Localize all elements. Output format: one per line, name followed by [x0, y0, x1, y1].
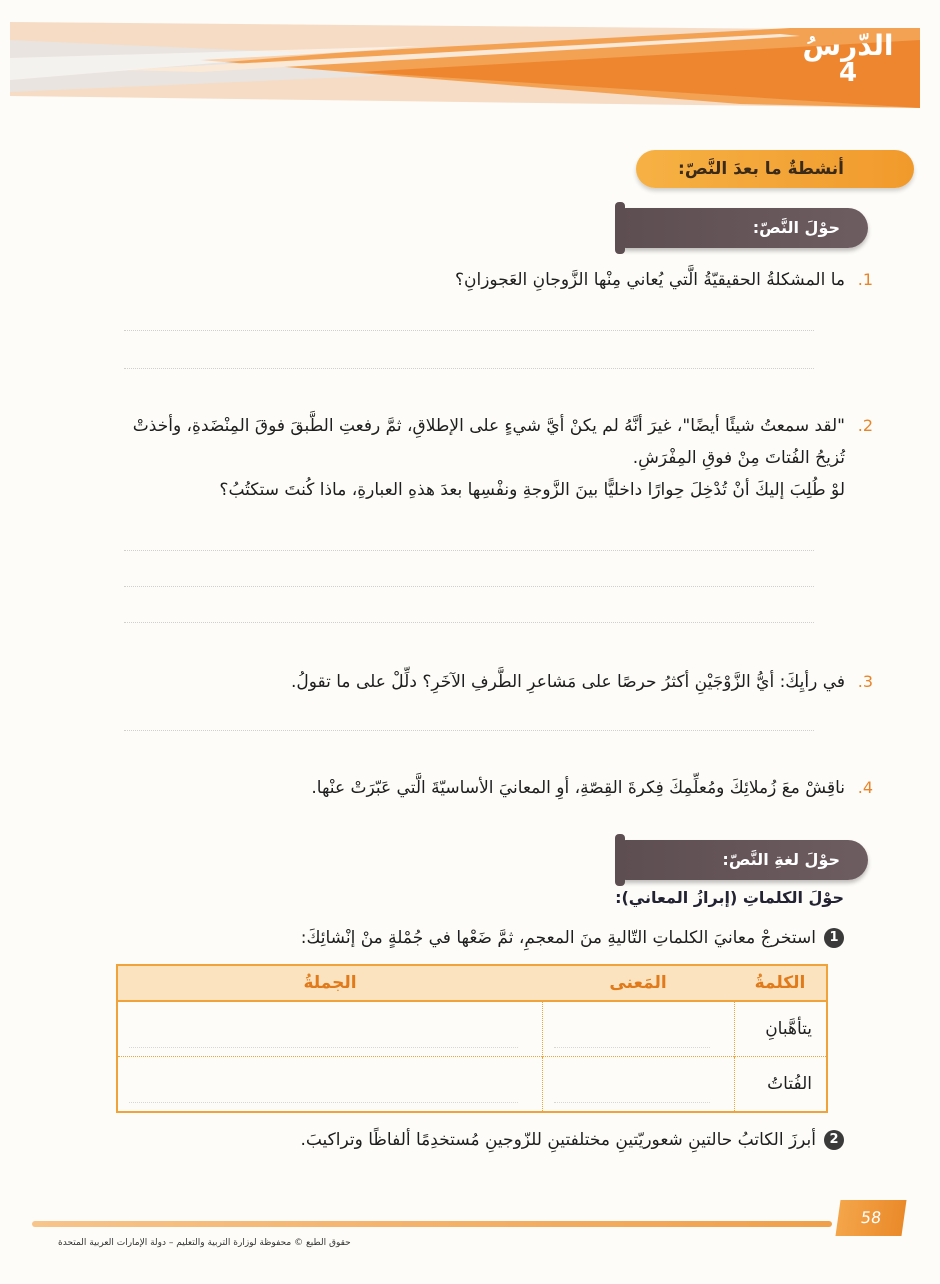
meaning-cell[interactable]: [542, 1001, 734, 1057]
words-subheading: حوْلَ الكلماتِ (إبرازُ المعاني):: [615, 888, 844, 907]
meaning-answer-line[interactable]: [554, 1066, 710, 1103]
header-word: الكلمةُ: [734, 965, 827, 1001]
header-sentence: الجملةُ: [117, 965, 542, 1001]
lesson-heading: [788, 29, 908, 88]
answer-line[interactable]: [124, 550, 814, 551]
question-2: [105, 410, 873, 506]
task-text: أبرزَ الكاتبُ حالتينِ شعوريّتينِ مختلفتينِ للزّوجينِ مُستخدِمًا ألفاظًا وتراكيبَ.: [300, 1130, 816, 1150]
meaning-answer-line[interactable]: [554, 1011, 710, 1048]
table-header-row: [117, 965, 827, 1001]
question-quote: "لقد سمعتُ شيئًا أيضًا"، غيرَ أنَّهُ لم يكنْ أيَّ شيءٍ على الإطلاقِ، ثمَّ رفعتِ الطَّبقَ فوقَ المِنْضَدةِ، وأخذتْ: [132, 416, 845, 436]
question-number: 2.: [857, 416, 873, 435]
sentence-cell[interactable]: [117, 1001, 542, 1057]
task-text: استخرجْ معانيَ الكلماتِ التّاليةِ منَ المعجمِ، ثمَّ ضَعْها في جُمْلةٍ منْ إنْشائِكَ:: [300, 928, 816, 948]
lesson-number: 4: [838, 58, 858, 88]
answer-line[interactable]: [124, 730, 814, 731]
question-text: ناقِشْ معَ زُملائِكَ ومُعلِّمِكَ فِكرةَ القِصّةِ، أوِ المعانيَ الأساسيّةَ الَّتي عَبّرَتْ عنْها.: [311, 778, 845, 798]
meaning-cell[interactable]: [542, 1057, 734, 1113]
question-text: ما المشكلةُ الحقيقيّةُ الَّتي يُعاني مِنْها الزَّوجانِ العَجوزانِ؟: [454, 270, 845, 290]
answer-line[interactable]: [124, 622, 814, 623]
lesson-label: الدّرسُ: [802, 29, 894, 62]
question-number: 1.: [857, 270, 873, 289]
question-text: في رأيِكَ: أيُّ الزَّوْجَيْنِ أكثرُ حرصًا على مَشاعرِ الطَّرفِ الآخَرِ؟ دلِّلْ على ما تقولُ.: [290, 672, 845, 692]
question-quote-cont: تُزيحُ الفُتاتَ مِنْ فوقِ المِفْرَشِ.: [632, 448, 845, 468]
around-text-heading: حوْلَ النَّصّ:: [618, 208, 868, 248]
question-number: 4.: [857, 778, 873, 797]
question-1: [105, 264, 873, 296]
task-number-badge: 1: [824, 928, 844, 948]
header-meaning: المَعنى: [542, 965, 734, 1001]
sentence-answer-line[interactable]: [129, 1011, 518, 1048]
copyright-text: حقوق الطبع © محفوظة لوزارة التربية والتعليم – دولة الإمارات العربية المتحدة: [58, 1238, 351, 1248]
question-4: [105, 772, 873, 804]
question-text: لوْ طُلِبَ إليكَ أنْ تُدْخِلَ حِوارًا داخليًّا بينَ الزَّوجةِ ونفْسِها بعدَ هذهِ العبارةِ، ماذا كُنتَ ستكتُبُ؟: [219, 480, 845, 500]
task-1: [104, 922, 844, 954]
table-row: [117, 1001, 827, 1057]
page-number: 58: [835, 1200, 906, 1236]
sentence-answer-line[interactable]: [129, 1066, 518, 1103]
task-number-badge: 2: [824, 1130, 844, 1150]
language-heading: حوْلَ لغةِ النَّصّ:: [618, 840, 868, 880]
answer-line[interactable]: [124, 368, 814, 369]
footer-bar: [32, 1221, 832, 1227]
word-cell: يتأهَّبانِ: [734, 1001, 827, 1057]
task-2: [104, 1124, 844, 1156]
sentence-cell[interactable]: [117, 1057, 542, 1113]
table-row: [117, 1057, 827, 1113]
answer-line[interactable]: [124, 330, 814, 331]
answer-line[interactable]: [124, 586, 814, 587]
section-title: أنشطةٌ ما بعدَ النَّصّ:: [636, 150, 914, 188]
vocabulary-table: [116, 964, 828, 1113]
question-3: [105, 666, 873, 698]
question-number: 3.: [857, 672, 873, 691]
word-cell: الفُتاتُ: [734, 1057, 827, 1113]
